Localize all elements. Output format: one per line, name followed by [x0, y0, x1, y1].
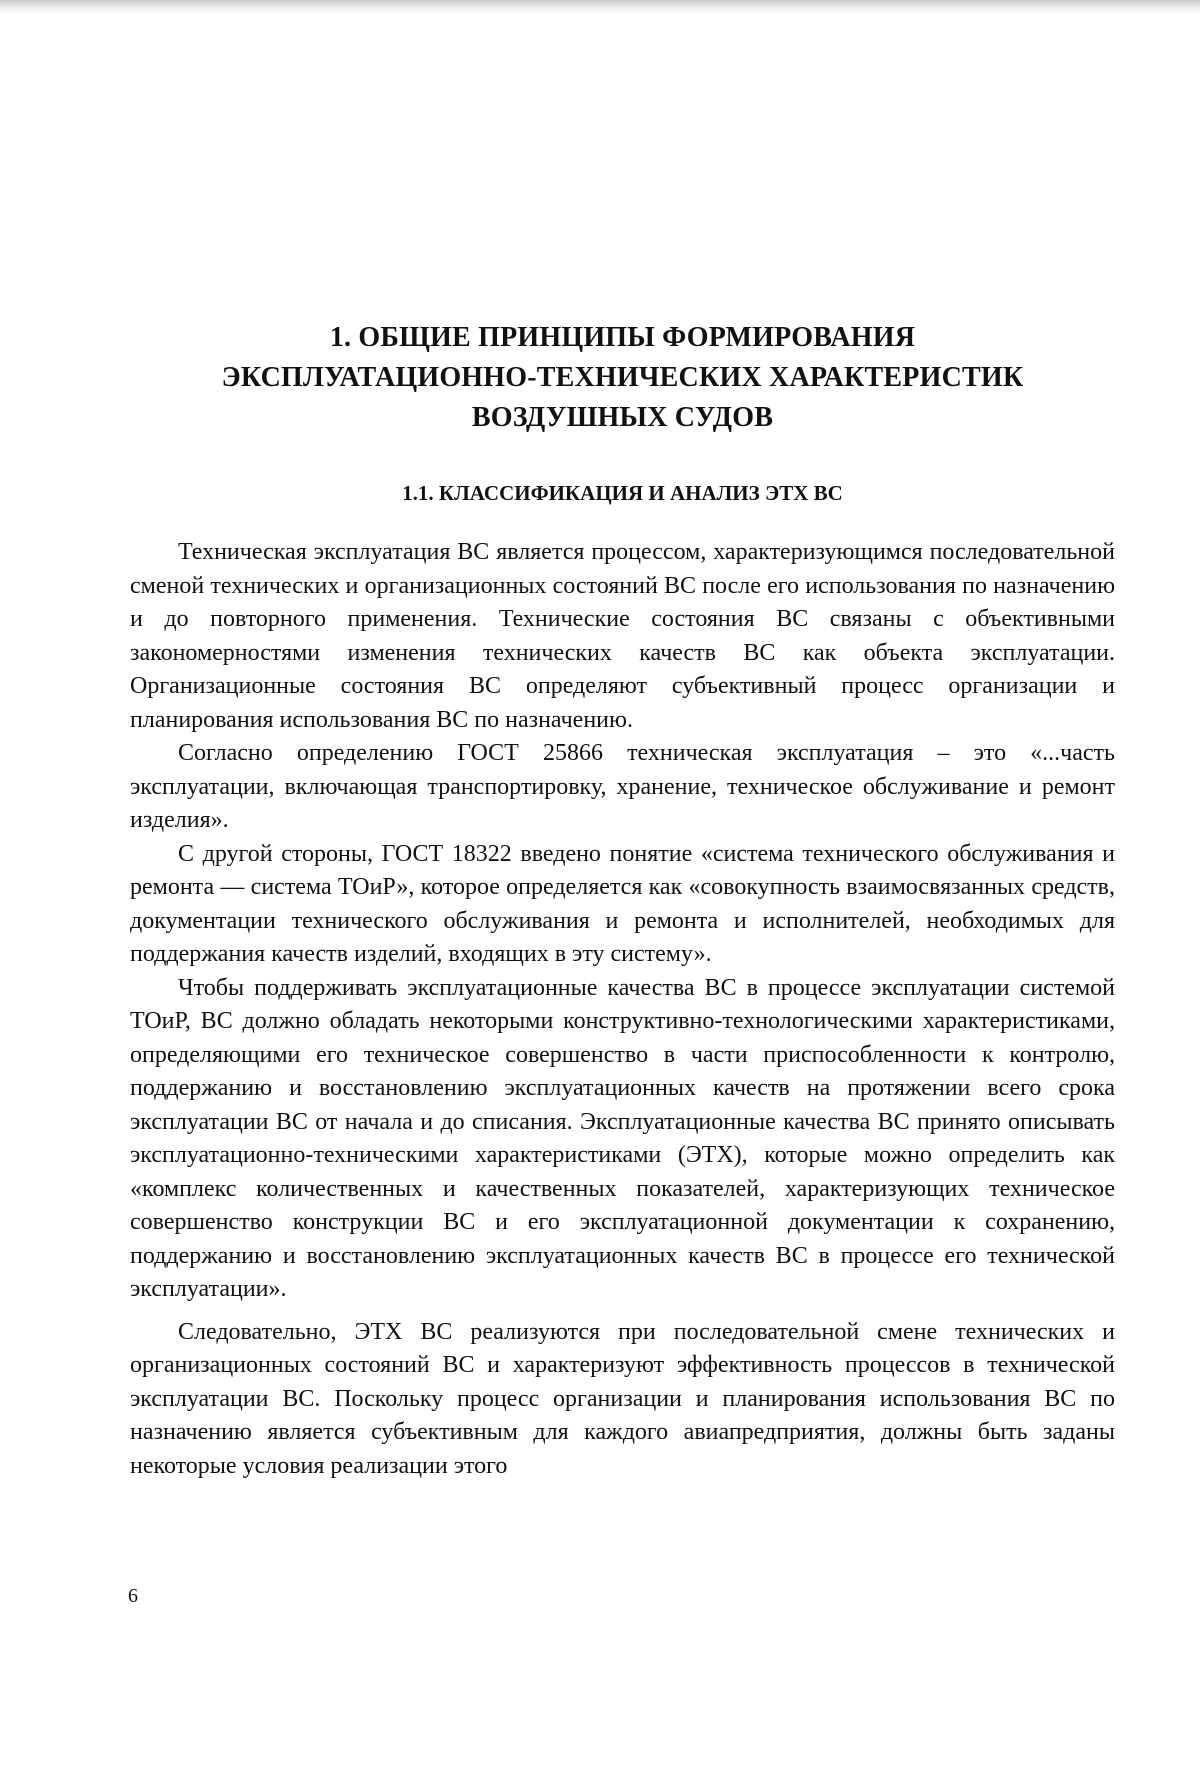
document-page — [130, 318, 1115, 1483]
paragraph-2: Согласно определению ГОСТ 25866 техническая эксплуатация – это «...часть эксплуатации, включающая транспортировку, хранение, техническое обслуживание и ремонт изделия». — [130, 740, 1115, 833]
chapter-title-line-2: ЭКСПЛУАТАЦИОННО-ТЕХНИЧЕСКИХ ХАРАКТЕРИСТИК — [221, 362, 1024, 393]
body-text — [130, 536, 1115, 1483]
scan-top-edge-shadow — [0, 0, 1200, 14]
paragraph-5: Следовательно, ЭТХ ВС реализуются при последовательной смене технических и организационных состояний ВС и характеризуют эффективность процессов в технической эксплуатации ВС. Поскольку процесс организации и планирования использования ВС по назначению является субъективным для каждого авиапредприятия, должны быть заданы некоторые условия реализации этого — [130, 1318, 1115, 1479]
page-number: 6 — [128, 1585, 138, 1607]
section-title: 1.1. КЛАССИФИКАЦИЯ И АНАЛИЗ ЭТХ ВС — [402, 481, 843, 505]
paragraph-3: С другой стороны, ГОСТ 18322 введено понятие «система технического обслуживания и ремонта — система ТОиР», которое определяется как «совокупность взаимосвязанных средств, документации технического обслуживания и ремонта и исполнителей, необходимых для поддержания качеств изделий, входящих в эту систему». — [130, 840, 1115, 967]
paragraph-1: Техническая эксплуатация ВС является процессом, характеризующимся последовательной сменой технических и организационных состояний ВС после его использования по назначению и до повторного применения. Технические состояния ВС связаны с объективными закономерностями изменения технических качеств ВС как объекта эксплуатации. Организационные состояния ВС определяют субъективный процесс организации и планирования использования ВС по назначению. — [130, 539, 1115, 733]
chapter-title-line-1: 1. ОБЩИЕ ПРИНЦИПЫ ФОРМИРОВАНИЯ — [329, 322, 916, 353]
chapter-title-line-3: ВОЗДУШНЫХ СУДОВ — [471, 402, 774, 433]
chapter-title — [130, 318, 1115, 438]
paragraph-4: Чтобы поддерживать эксплуатационные качества ВС в процессе эксплуатации системой ТОиР, ВС должно обладать некоторыми конструктивно-технологическими характеристиками, определяющими его техническое совершенство в части приспособленности к контролю, поддержанию и восстановлению эксплуатационных качеств на протяжении всего срока эксплуатации ВС от начала и до списания. Эксплуатационные качества ВС принято описывать эксплуатационно-техническими характеристиками (ЭТХ), которые можно определить как «комплекс количественных и качественных показателей, характеризующих техническое совершенство конструкции ВС и его эксплуатационной документации к сохранению, поддержанию и восстановлению эксплуатационных качеств ВС в процессе его технической эксплуатации». — [130, 974, 1115, 1302]
